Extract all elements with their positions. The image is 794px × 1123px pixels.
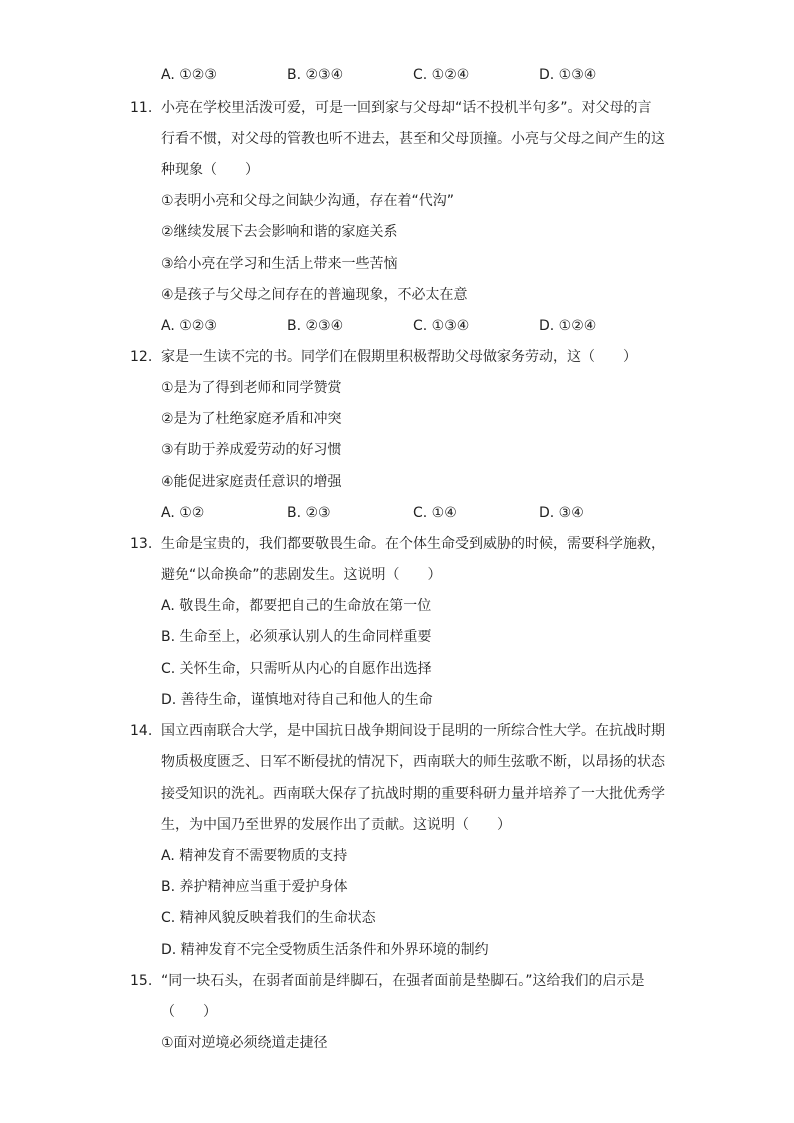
question-stem-line: 行看不惯，对父母的管教也听不进去，甚至和父母顶撞。小亮与父母之间产生的这 [161, 131, 665, 147]
statement: ④是孩子与父母之间存在的普遍现象，不必太在意 [161, 287, 468, 303]
question-stem-line: 种现象（ ） [161, 162, 259, 178]
statement: ①面对逆境必须绕道走捷径 [161, 1035, 328, 1051]
option-a[interactable]: A. 精神发育不需要物质的支持 [161, 848, 348, 864]
question-stem-line: 国立西南联合大学，是中国抗日战争期间设于昆明的一所综合性大学。在抗战时期 [161, 723, 665, 739]
option-c[interactable]: C. 关怀生命，只需听从内心的自愿作出选择 [161, 661, 432, 677]
option-c[interactable]: C. ①④ [413, 505, 457, 521]
option-a[interactable]: A. ①②③ [161, 318, 217, 334]
option-a[interactable]: A. 敬畏生命，都要把自己的生命放在第一位 [161, 598, 432, 614]
question-number: 12. [130, 349, 153, 365]
option-b[interactable]: B. 养护精神应当重于爱护身体 [161, 879, 348, 895]
statement: ①是为了得到老师和同学赞赏 [161, 380, 342, 396]
option-d[interactable]: D. 善待生命，谨慎地对待自己和他人的生命 [161, 692, 433, 708]
question-stem-line: 生，为中国乃至世界的发展作出了贡献。这说明（ ） [161, 817, 511, 833]
statement: ④能促进家庭责任意识的增强 [161, 474, 342, 490]
option-d[interactable]: D. ③④ [539, 505, 584, 521]
question-number: 14. [130, 723, 153, 739]
question-stem-line: 生命是宝贵的，我们都要敬畏生命。在个体生命受到威胁的时候，需要科学施救， [161, 536, 665, 552]
option-a[interactable]: A. ①② [161, 505, 205, 521]
answer-options [161, 316, 641, 336]
question-stem-line: 避免“以命换命”的悲剧发生。这说明（ ） [161, 567, 442, 583]
option-d[interactable]: D. ①②④ [539, 318, 597, 334]
option-b[interactable]: B. ②③④ [287, 318, 344, 334]
statement: ②是为了杜绝家庭矛盾和冲突 [161, 411, 342, 427]
option-c[interactable]: C. 精神风貌反映着我们的生命状态 [161, 910, 376, 926]
option-d[interactable]: D. 精神发育不完全受物质生活条件和外界环境的制约 [161, 942, 489, 958]
option-c[interactable]: C. ①③④ [413, 318, 470, 334]
option-b[interactable]: B. ②③ [287, 505, 331, 521]
statement: ①表明小亮和父母之间缺少沟通，存在着“代沟” [161, 193, 455, 209]
option-b[interactable]: B. ②③④ [287, 67, 344, 83]
question-number: 13. [130, 536, 153, 552]
option-c[interactable]: C. ①②④ [413, 67, 470, 83]
question-stem-line: 物质极度匮乏、日军不断侵扰的情况下，西南联大的师生弦歌不断，以昂扬的状态 [161, 754, 665, 770]
question-stem-line: （ ） [161, 1004, 217, 1020]
statement: ③有助于养成爱劳动的好习惯 [161, 442, 342, 458]
statement: ②继续发展下去会影响和谐的家庭关系 [161, 224, 398, 240]
prev-question-options [161, 65, 641, 85]
option-a[interactable]: A. ①②③ [161, 67, 217, 83]
question-stem-line: 家是一生读不完的书。同学们在假期里积极帮助父母做家务劳动，这（ ） [161, 349, 637, 365]
answer-options [161, 503, 641, 523]
question-stem-line: 接受知识的洗礼。西南联大保存了抗战时期的重要科研力量并培养了一大批优秀学 [161, 786, 665, 802]
option-d[interactable]: D. ①③④ [539, 67, 597, 83]
question-stem-line: 小亮在学校里活泼可爱，可是一回到家与父母却“话不投机半句多”。对父母的言 [161, 100, 652, 116]
option-b[interactable]: B. 生命至上，必须承认别人的生命同样重要 [161, 629, 432, 645]
statement: ③给小亮在学习和生活上带来一些苦恼 [161, 256, 398, 272]
question-stem-line: “同一块石头，在弱者面前是绊脚石，在强者面前是垫脚石。”这给我们的启示是 [161, 973, 645, 989]
question-number: 15. [130, 973, 153, 989]
question-number: 11. [130, 100, 153, 116]
